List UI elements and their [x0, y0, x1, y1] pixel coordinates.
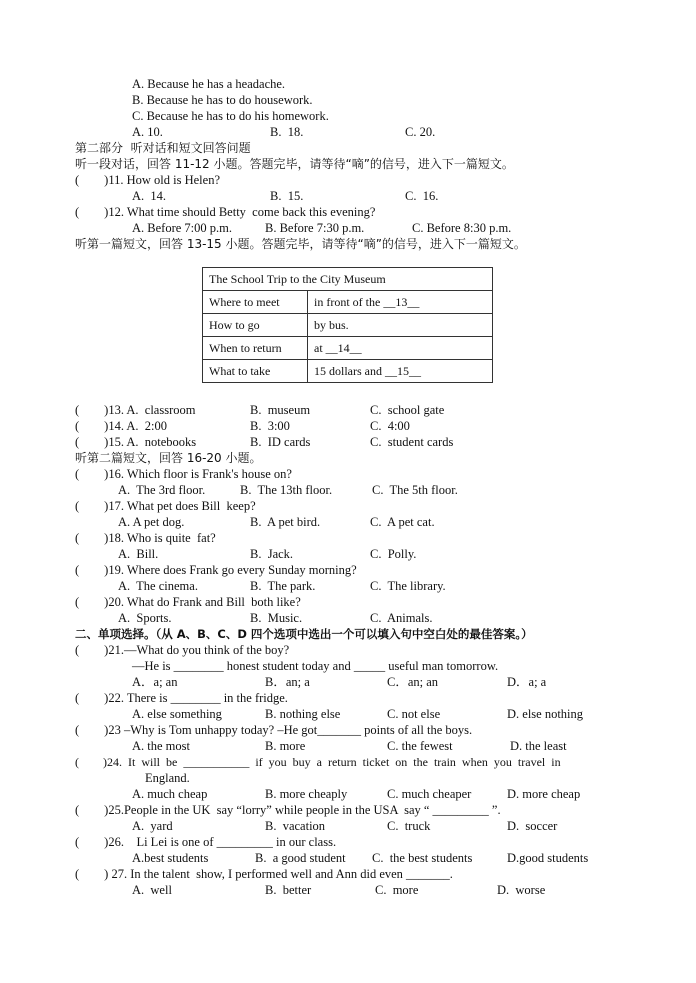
option-d: D. the least	[510, 739, 567, 753]
option-c: C. Before 8:30 p.m.	[412, 221, 512, 235]
table-row	[203, 360, 493, 383]
option-a: A. well	[132, 883, 172, 897]
question-21: ( )21.—What do you think of the boy?	[75, 643, 290, 657]
option-b: B. Jack.	[250, 547, 294, 561]
table-cell-value: in front of the __13__	[308, 291, 493, 314]
option-b: B. Music.	[250, 611, 303, 625]
option-a: A. Sports.	[118, 611, 172, 625]
option-c: C. The library.	[370, 579, 446, 593]
option-a: A. The 3rd floor.	[118, 483, 206, 497]
option-d: D. more cheap	[507, 787, 581, 801]
question-18: ( )18. Who is quite fat?	[75, 531, 216, 545]
option-a: A. 14.	[132, 189, 167, 203]
option-c: C. Because he has to do his homework.	[132, 109, 329, 123]
option-c: C. A pet cat.	[370, 515, 435, 529]
option-c: C. 4:00	[370, 419, 410, 433]
option-d: D. worse	[497, 883, 546, 897]
question-26: ( )26. Li Lei is one of _________ in our class.	[75, 835, 337, 849]
option-c: C. school gate	[370, 403, 445, 417]
question-27: ( ) 27. In the talent show, I performed well and Ann did even _______.	[75, 867, 453, 881]
option-d: D. soccer	[507, 819, 558, 833]
passage1-instruction: 听第一篇短文，回答 13-15 小题。答题完毕，请等待“嘀”的信号，进入下一篇短文。	[75, 237, 526, 251]
question-21-line2: —He is ________ honest student today and _____ useful man tomorrow.	[132, 659, 499, 673]
table-title: The School Trip to the City Museum	[203, 268, 493, 291]
option-c: C. 16.	[405, 189, 439, 203]
question-24: ( )24. It will be ___________ if you buy a return ticket on the train when you travel in	[75, 755, 561, 769]
option-b: B. ID cards	[250, 435, 311, 449]
option-a: A.best students	[132, 851, 209, 865]
question-22: ( )22. There is ________ in the fridge.	[75, 691, 288, 705]
question-25: ( )25.People in the UK say “lorry” while people in the USA say “ _________ ”.	[75, 803, 501, 817]
table-row	[203, 314, 493, 337]
option-b: B. Because he has to do housework.	[132, 93, 313, 107]
option-b: B. a good student	[255, 851, 346, 865]
table-cell-value: at __14__	[308, 337, 493, 360]
option-b: B. 15.	[270, 189, 304, 203]
question-15: ( )15. A. notebooks	[75, 435, 197, 449]
table-row	[203, 337, 493, 360]
option-c: C. student cards	[370, 435, 454, 449]
option-c: C. 20.	[405, 125, 436, 139]
option-b: B. vacation	[265, 819, 326, 833]
option-d: D. else nothing	[507, 707, 584, 721]
table-cell-key: Where to meet	[203, 291, 308, 314]
table-row	[203, 291, 493, 314]
option-b: B. 18.	[270, 125, 304, 139]
question-12: ( )12. What time should Betty come back this evening?	[75, 205, 376, 219]
option-b: B. Before 7:30 p.m.	[265, 221, 365, 235]
question-14: ( )14. A. 2:00	[75, 419, 168, 433]
option-a: A. yard	[132, 819, 173, 833]
option-a: A. 10.	[132, 125, 163, 139]
option-c: C. not else	[387, 707, 441, 721]
option-c: C．an; an	[387, 675, 439, 689]
option-b: B. museum	[250, 403, 311, 417]
option-c: C. The 5th floor.	[372, 483, 458, 497]
option-b: B．an; a	[265, 675, 310, 689]
option-a: A. much cheap	[132, 787, 208, 801]
option-a: A. else something	[132, 707, 222, 721]
question-23: ( )23 –Why is Tom unhappy today? –He got_______ points of all the boys.	[75, 723, 473, 737]
question-13: ( )13. A. classroom	[75, 403, 196, 417]
question-19: ( )19. Where does Frank go every Sunday morning?	[75, 563, 357, 577]
table-cell-key: When to return	[203, 337, 308, 360]
option-a: A. the most	[132, 739, 190, 753]
table-row	[203, 268, 493, 291]
option-b: B. better	[265, 883, 312, 897]
option-a: A. Before 7:00 p.m.	[132, 221, 232, 235]
option-b: B. The 13th floor.	[240, 483, 333, 497]
option-a: A．a; an	[132, 675, 178, 689]
option-c: C. Polly.	[370, 547, 417, 561]
option-c: C. much cheaper	[387, 787, 472, 801]
table-cell-value: by bus.	[308, 314, 493, 337]
question-24-line2: England.	[145, 771, 190, 785]
option-c: C. the fewest	[387, 739, 453, 753]
option-b: B. A pet bird.	[250, 515, 321, 529]
section2-title: 二、单项选择。（从 A、B、C、D 四个选项中选出一个可以填入句中空白处的最佳答案。）	[75, 627, 533, 641]
option-b: B. The park.	[250, 579, 316, 593]
option-d: D．a; a	[507, 675, 547, 689]
option-c: C. more	[375, 883, 419, 897]
question-16: ( )16. Which floor is Frank's house on?	[75, 467, 292, 481]
option-c: C. Animals.	[370, 611, 433, 625]
option-b: B. more cheaply	[265, 787, 348, 801]
option-b: B. nothing else	[265, 707, 341, 721]
option-b: B. more	[265, 739, 306, 753]
table-cell-key: What to take	[203, 360, 308, 383]
table-cell-key: How to go	[203, 314, 308, 337]
option-c: C. the best students	[372, 851, 473, 865]
part2-title: 第二部分 听对话和短文回答问题	[75, 141, 251, 155]
question-11: ( )11. How old is Helen?	[75, 173, 220, 187]
option-b: B. 3:00	[250, 419, 290, 433]
option-a: A. The cinema.	[118, 579, 198, 593]
question-20: ( )20. What do Frank and Bill both like?	[75, 595, 301, 609]
option-d: D.good students	[507, 851, 589, 865]
table-cell-value: 15 dollars and __15__	[308, 360, 493, 383]
question-17: ( )17. What pet does Bill keep?	[75, 499, 256, 513]
part2-instruction: 听一段对话，回答 11-12 小题。答题完毕，请等待“嘀”的信号，进入下一篇短文。	[75, 157, 514, 171]
option-c: C. truck	[387, 819, 431, 833]
option-a: A. A pet dog.	[118, 515, 185, 529]
trip-table	[202, 267, 493, 383]
passage2-instruction: 听第二篇短文，回答 16-20 小题。	[75, 451, 262, 465]
option-a: A. Because he has a headache.	[132, 77, 286, 91]
option-a: A. Bill.	[118, 547, 159, 561]
